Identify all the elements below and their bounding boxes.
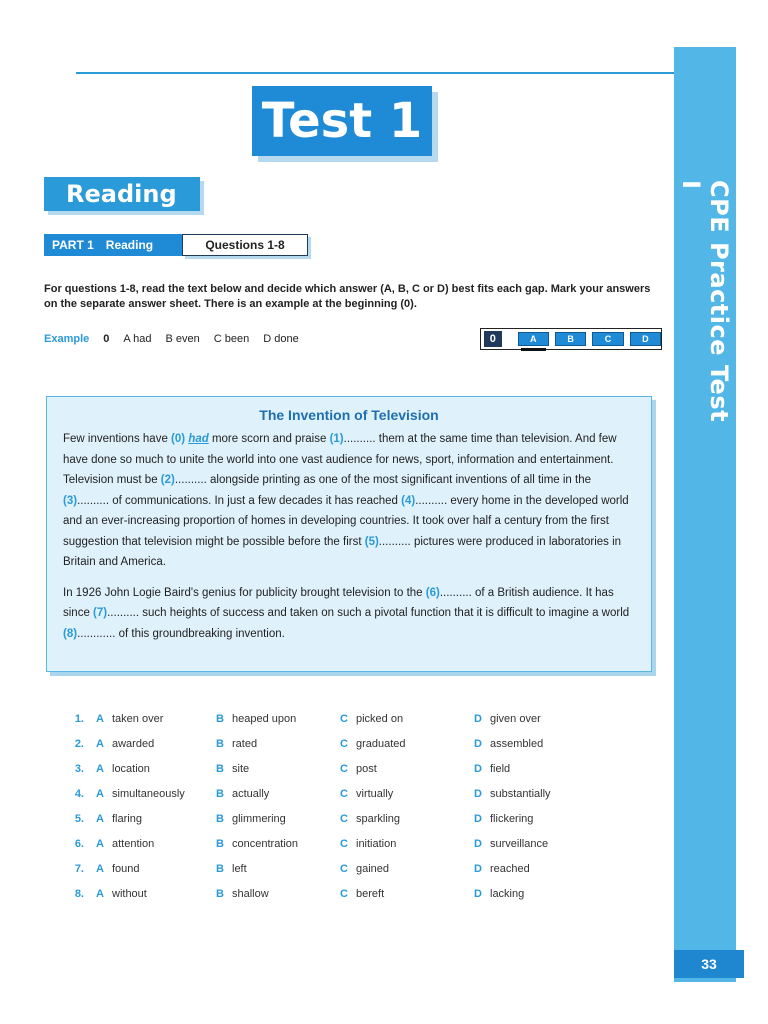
answer-box-d: D	[630, 332, 661, 346]
option-text: awarded	[112, 737, 155, 750]
question-number: 8.	[74, 887, 84, 900]
option-text: found	[112, 862, 140, 875]
option-c	[340, 813, 474, 825]
option-letter: C	[340, 787, 348, 800]
option-letter: B	[216, 737, 224, 750]
option-letter: D	[474, 887, 482, 900]
option-letter: D	[474, 762, 482, 775]
part-label	[44, 234, 182, 256]
option-text: assembled	[490, 737, 544, 750]
option-a	[96, 738, 216, 750]
answer-options	[60, 706, 620, 906]
option-text: without	[112, 887, 147, 900]
gap-number: (3)	[63, 494, 78, 507]
answer-box-a: A	[518, 332, 549, 346]
option-text: concentration	[232, 837, 299, 850]
option-text: virtually	[356, 787, 394, 800]
option-c	[340, 738, 474, 750]
option-d	[474, 738, 594, 750]
option-letter: B	[216, 887, 224, 900]
question-number: 6.	[74, 837, 84, 850]
option-d	[474, 838, 594, 850]
section-title: Reading	[44, 177, 200, 211]
option-a	[96, 713, 216, 725]
example-option-b: B even	[165, 333, 200, 345]
option-letter: C	[340, 887, 348, 900]
option-letter: B	[216, 762, 224, 775]
sidebar-title: CPE Practice Test I	[677, 180, 733, 423]
option-letter: D	[474, 862, 482, 875]
option-letter: B	[216, 787, 224, 800]
question-number: 3.	[74, 762, 84, 775]
option-a	[96, 763, 216, 775]
option-text: given over	[490, 712, 541, 725]
passage-text: .......... alongside printing as one of the most significant inventions of all time in the	[174, 474, 592, 486]
answer-box-number: 0	[484, 331, 502, 347]
option-letter: A	[96, 787, 104, 800]
option-letter: D	[474, 812, 482, 825]
option-letter: A	[96, 837, 104, 850]
option-text: actually	[232, 787, 270, 800]
option-a	[96, 813, 216, 825]
option-letter: B	[216, 712, 224, 725]
question-row	[60, 706, 620, 731]
example-row	[44, 333, 299, 345]
question-number: 2.	[74, 737, 84, 750]
gap-number: (7)	[93, 607, 108, 619]
gap-number: (4)	[401, 494, 416, 507]
gap-number: (6)	[425, 586, 440, 599]
option-c	[340, 888, 474, 900]
option-d	[474, 813, 594, 825]
example-number: 0	[103, 333, 110, 345]
option-letter: A	[96, 737, 104, 750]
option-d	[474, 863, 594, 875]
option-letter: C	[340, 837, 348, 850]
option-text: lacking	[490, 887, 525, 900]
question-number: 4.	[74, 787, 84, 800]
questions-range: Questions 1-8	[182, 234, 308, 256]
option-text: flaring	[112, 812, 142, 825]
option-text: surveillance	[490, 837, 549, 850]
gap-number: (2)	[160, 474, 175, 486]
option-text: simultaneously	[112, 787, 185, 800]
option-a	[96, 838, 216, 850]
gap-number: (0)	[171, 433, 186, 445]
option-letter: C	[340, 712, 348, 725]
option-letter: A	[96, 862, 104, 875]
option-letter: D	[474, 712, 482, 725]
option-text: taken over	[112, 712, 164, 725]
option-text: attention	[112, 837, 155, 850]
example-label: Example	[44, 333, 90, 345]
option-letter: C	[340, 862, 348, 875]
option-d	[474, 713, 594, 725]
option-text: substantially	[490, 787, 551, 800]
option-text: sparkling	[356, 812, 401, 825]
option-c	[340, 713, 474, 725]
passage-text: .......... them at the same time than television. And few have done so much to unite the world into one vast audience for news, sport, information and entertainment. Television must be	[63, 433, 617, 486]
option-a	[96, 888, 216, 900]
option-letter: D	[474, 737, 482, 750]
passage-text: .......... pictures were produced in laboratories in Britain and America.	[63, 535, 622, 568]
question-number: 1.	[74, 712, 84, 725]
option-text: bereft	[356, 887, 385, 900]
option-letter: A	[96, 812, 104, 825]
question-row	[60, 781, 620, 806]
passage-paragraph-1	[63, 429, 635, 573]
option-letter: A	[96, 762, 104, 775]
option-text: shallow	[232, 887, 269, 900]
option-d	[474, 888, 594, 900]
question-row	[60, 831, 620, 856]
header-rule	[76, 72, 674, 74]
option-text: rated	[232, 737, 258, 750]
option-text: gained	[356, 862, 390, 875]
answer-box-b: B	[555, 332, 586, 346]
passage-text: .......... such heights of success and taken on such a pivotal function that it is difficult to imagine a world	[107, 607, 630, 619]
part-number: PART 1	[52, 238, 94, 252]
example-answer: had	[188, 433, 209, 445]
option-b	[216, 813, 340, 825]
option-text: post	[356, 762, 377, 775]
example-option-d: D done	[263, 333, 299, 345]
option-c	[340, 863, 474, 875]
option-d	[474, 763, 594, 775]
page-number: 33	[674, 950, 744, 978]
option-b	[216, 863, 340, 875]
option-text: reached	[490, 862, 530, 875]
passage-text: .......... every home in the developed world and an ever-increasing proportion of homes in developing countries. It took over half a century from the first suggestion that television might be possible before the first	[63, 494, 629, 548]
part-bar	[44, 234, 308, 256]
passage-text: more scorn and praise	[208, 433, 330, 445]
question-row	[60, 731, 620, 756]
option-a	[96, 863, 216, 875]
example-option-a: A had	[123, 333, 152, 345]
passage-text: .......... of a British audience. It has since	[63, 586, 614, 619]
gap-number: (8)	[63, 627, 78, 640]
option-c	[340, 788, 474, 800]
passage-text: Few inventions have	[63, 433, 172, 445]
option-text: location	[112, 762, 150, 775]
option-text: flickering	[490, 812, 534, 825]
option-text: heaped upon	[232, 712, 297, 725]
question-number: 5.	[74, 812, 84, 825]
passage-title: The Invention of Television	[259, 407, 439, 423]
gap-number: (5)	[364, 535, 379, 548]
question-row	[60, 756, 620, 781]
option-letter: B	[216, 837, 224, 850]
option-letter: C	[340, 812, 348, 825]
question-row	[60, 881, 620, 906]
test-title: Test 1	[252, 86, 432, 156]
option-letter: C	[340, 737, 348, 750]
option-c	[340, 763, 474, 775]
option-letter: D	[474, 787, 482, 800]
question-row	[60, 856, 620, 881]
option-b	[216, 788, 340, 800]
instructions: For questions 1-8, read the text below and decide which answer (A, B, C or D) best fits each gap. Mark your answers on the separate answer sheet. There is an example at the beginning (0).	[44, 283, 651, 310]
answer-box-c: C	[592, 332, 623, 346]
passage-box	[46, 396, 652, 672]
passage-text: ............ of this groundbreaking invention.	[77, 627, 285, 640]
option-b	[216, 713, 340, 725]
option-letter: D	[474, 837, 482, 850]
passage-text: In 1926 John Logie Baird's genius for publicity brought television to the	[63, 586, 426, 599]
passage-paragraph-2	[63, 583, 635, 645]
option-text: picked on	[356, 712, 404, 725]
option-letter: B	[216, 862, 224, 875]
option-text: field	[490, 762, 511, 775]
option-b	[216, 838, 340, 850]
option-text: site	[232, 762, 250, 775]
option-text: graduated	[356, 737, 406, 750]
option-a	[96, 788, 216, 800]
question-row	[60, 806, 620, 831]
option-c	[340, 838, 474, 850]
option-letter: C	[340, 762, 348, 775]
passage-text: .......... of communications. In just a few decades it has reached	[77, 494, 402, 507]
option-letter: A	[96, 712, 104, 725]
option-text: left	[232, 862, 247, 875]
option-b	[216, 763, 340, 775]
question-number: 7.	[74, 862, 84, 875]
option-letter: A	[96, 887, 104, 900]
gap-number: (1)	[329, 433, 344, 445]
example-answer-box	[480, 328, 662, 350]
option-b	[216, 738, 340, 750]
option-letter: B	[216, 812, 224, 825]
part-section: Reading	[105, 238, 154, 252]
option-d	[474, 788, 594, 800]
option-b	[216, 888, 340, 900]
example-option-c: C been	[213, 333, 250, 345]
option-text: initiation	[356, 837, 397, 850]
option-text: glimmering	[232, 812, 286, 825]
